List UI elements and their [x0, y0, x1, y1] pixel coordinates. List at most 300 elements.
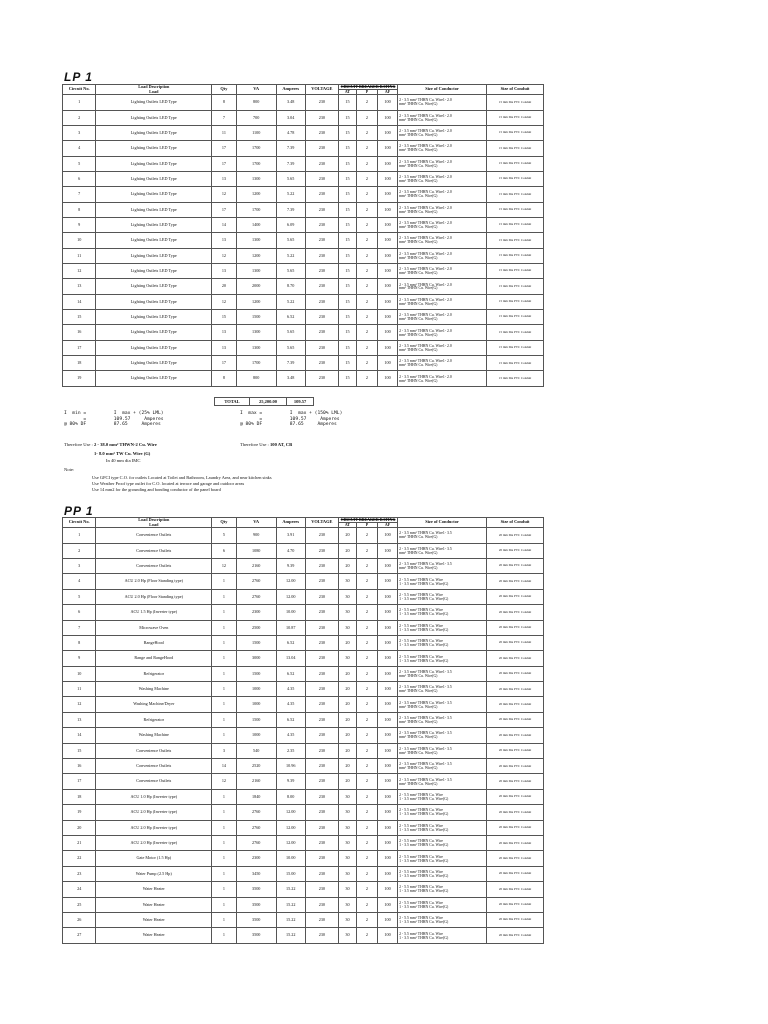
col-amperes: Amperes [276, 85, 305, 95]
conduit-cell: 20 mm Dia PVC Conduit [487, 651, 544, 666]
cb-poles: 2 [356, 141, 377, 156]
circuit-no: 3 [63, 125, 96, 140]
circuit-no: 26 [63, 912, 96, 927]
cb-at: 20 [339, 635, 357, 650]
va: 2160 [236, 774, 276, 789]
conductor-cell [398, 774, 487, 789]
col-conduit: Size of Conduit [487, 518, 544, 528]
cb-af: 100 [378, 620, 398, 635]
col-voltage: VOLTAGE [305, 518, 338, 528]
circuit-no: 5 [63, 156, 96, 171]
cb-at: 30 [339, 866, 357, 881]
table-row [63, 743, 544, 758]
cb-at: 30 [339, 897, 357, 912]
cb-at: 15 [339, 95, 357, 110]
cb-af: 100 [378, 310, 398, 325]
conduit-cell: 15 mm Dia PVC Conduit [487, 187, 544, 202]
circuit-no: 18 [63, 356, 96, 371]
load-description: Washing Machine [96, 728, 212, 743]
col-p: P [356, 90, 377, 95]
circuit-no: 3 [63, 558, 96, 573]
circuit-no: 14 [63, 728, 96, 743]
table-row [63, 912, 544, 927]
cb-af: 100 [378, 95, 398, 110]
conductor-line: 2 - 3.5 mm² THHN Cu. Wire1- 3.5 [399, 669, 452, 674]
voltage: 230 [305, 605, 338, 620]
table-row [63, 728, 544, 743]
cb-at: 15 [339, 233, 357, 248]
load-description: Lighting Outlets LED Type [96, 202, 212, 217]
conductor-line: mm² THHN Cu. Wire(G) [399, 363, 438, 368]
amperes: 12.00 [276, 805, 305, 820]
circuit-no: 19 [63, 371, 96, 386]
cb-poles: 2 [356, 202, 377, 217]
cb-poles: 2 [356, 789, 377, 804]
cb-af: 100 [378, 294, 398, 309]
conduit-cell: 20 mm Dia PVC Conduit [487, 897, 544, 912]
conductor-line: 2 - 5.5 mm² THHN Cu. Wire [399, 793, 443, 798]
voltage: 230 [305, 620, 338, 635]
qty: 1 [212, 928, 236, 943]
cb-af: 100 [378, 543, 398, 558]
conductor-line: 2 - 3.5 mm² THHN Cu. Wire1- 3.5 [399, 762, 452, 767]
amperes: 5.65 [276, 233, 305, 248]
circuit-no: 6 [63, 171, 96, 186]
load-description: Lighting Outlets LED Type [96, 263, 212, 278]
cb-at: 15 [339, 171, 357, 186]
cb-poles: 2 [356, 743, 377, 758]
amperes: 9.39 [276, 558, 305, 573]
va: 3000 [236, 651, 276, 666]
qty: 17 [212, 156, 236, 171]
voltage: 230 [305, 171, 338, 186]
cb-af: 100 [378, 851, 398, 866]
note-line-2: Use Weather Proof type outlet for C.O. located at terrace and garage and outdoor areas [92, 481, 245, 486]
conductor-cell [398, 666, 487, 681]
conductor-line: 2 - 3.5 mm² THHN Cu. Wire1- 3.5 [399, 731, 452, 736]
cb-poles: 2 [356, 263, 377, 278]
cb-af: 100 [378, 279, 398, 294]
cb-poles: 2 [356, 635, 377, 650]
cb-at: 30 [339, 928, 357, 943]
voltage: 230 [305, 279, 338, 294]
conduit-cell: 20 mm Dia PVC Conduit [487, 574, 544, 589]
qty: 20 [212, 279, 236, 294]
qty: 1 [212, 682, 236, 697]
conduit-cell: 20 mm Dia PVC Conduit [487, 743, 544, 758]
conduit-cell: 15 mm Dia PVC Conduit [487, 356, 544, 371]
qty: 14 [212, 759, 236, 774]
conductor-line: mm² THHN Cu. Wire(G) [399, 378, 438, 383]
conduit-cell: 20 mm Dia PVC Conduit [487, 882, 544, 897]
va: 800 [236, 95, 276, 110]
qty: 17 [212, 356, 236, 371]
circuit-no: 8 [63, 635, 96, 650]
conduit-cell: 20 mm Dia PVC Conduit [487, 605, 544, 620]
conductor-line: 2 - 3.5 mm² THHN Cu. Wire1- 2.0 [399, 175, 452, 180]
conductor-cell [398, 141, 487, 156]
qty: 1 [212, 651, 236, 666]
load-description: Refrigerator [96, 666, 212, 681]
amperes: 3.48 [276, 371, 305, 386]
cb-af: 100 [378, 666, 398, 681]
conductor-line: 1 - 3.5 mm² THHN Cu. Wire(G) [399, 827, 449, 832]
va: 3500 [236, 897, 276, 912]
cb-af: 100 [378, 712, 398, 727]
conductor-line: 2 - 5.5 mm² THHN Cu. Wire [399, 869, 443, 874]
cb-af: 100 [378, 759, 398, 774]
cb-af: 100 [378, 110, 398, 125]
qty: 1 [212, 574, 236, 589]
conductor-line: 2 - 3.5 mm² THHN Cu. Wire1- 2.0 [399, 190, 452, 195]
cb-at: 15 [339, 187, 357, 202]
cb-af: 100 [378, 340, 398, 355]
conduit-cell: 20 mm Dia PVC Conduit [487, 928, 544, 943]
conduit-cell: 15 mm Dia PVC Conduit [487, 371, 544, 386]
cb-at: 15 [339, 279, 357, 294]
conduit-cell: 20 mm Dia PVC Conduit [487, 866, 544, 881]
circuit-no: 10 [63, 233, 96, 248]
amperes: 5.65 [276, 263, 305, 278]
amperes: 5.22 [276, 248, 305, 263]
cb-poles: 2 [356, 620, 377, 635]
lp1-total-row [214, 397, 314, 406]
conductor-cell [398, 605, 487, 620]
cb-poles: 2 [356, 558, 377, 573]
lp1-title: LP 1 [64, 70, 93, 84]
col-qty: Qty [212, 85, 236, 95]
cb-poles: 2 [356, 651, 377, 666]
voltage: 230 [305, 110, 338, 125]
cb-at: 30 [339, 574, 357, 589]
amperes: 5.65 [276, 325, 305, 340]
qty: 12 [212, 774, 236, 789]
circuit-no: 1 [63, 528, 96, 543]
cb-at: 15 [339, 310, 357, 325]
therefore-use-cb: Therefore Use : 100 AT, CB [240, 442, 293, 447]
conduit-cell: 15 mm Dia PVC Conduit [487, 248, 544, 263]
load-description: ACU 2.0 Hp (Floor Standing type) [96, 589, 212, 604]
voltage: 230 [305, 789, 338, 804]
table-row [63, 279, 544, 294]
circuit-no: 24 [63, 882, 96, 897]
voltage: 230 [305, 682, 338, 697]
conductor-cell [398, 156, 487, 171]
table-row [63, 528, 544, 543]
conductor-line: mm² THHN Cu. Wire(G) [399, 735, 438, 740]
qty: 17 [212, 202, 236, 217]
conductor-line: 2 - 3.5 mm² THHN Cu. Wire1- 3.5 [399, 746, 452, 751]
voltage: 230 [305, 728, 338, 743]
cb-at: 15 [339, 110, 357, 125]
amperes: 6.52 [276, 666, 305, 681]
load-description: Range and RangeHood [96, 651, 212, 666]
voltage: 230 [305, 248, 338, 263]
cb-af: 100 [378, 125, 398, 140]
circuit-no: 1 [63, 95, 96, 110]
conductor-line: 1 - 3.5 mm² THHN Cu. Wire(G) [399, 873, 449, 878]
cb-at: 30 [339, 836, 357, 851]
amperes: 3.04 [276, 110, 305, 125]
note-line-1: Use GFCI type C.O. for outlets Located at Toilet and Bathroom, Laundry Area, and near kitchen sinks [92, 475, 272, 480]
cb-poles: 2 [356, 156, 377, 171]
circuit-no: 5 [63, 589, 96, 604]
min-current-calc: I min = I max + (25% LML) = 109.57 Amperes @ 80% DF 87.65 Amperes [64, 411, 164, 428]
circuit-no: 4 [63, 574, 96, 589]
conductor-cell [398, 928, 487, 943]
conductor-line: 2 - 3.5 mm² THHN Cu. Wire1- 3.5 [399, 716, 452, 721]
conductor-cell [398, 712, 487, 727]
conductor-line: 2 - 3.5 mm² THHN Cu. Wire1- 2.0 [399, 144, 452, 149]
circuit-no: 12 [63, 697, 96, 712]
conductor-cell [398, 851, 487, 866]
qty: 1 [212, 620, 236, 635]
amperes: 6.52 [276, 712, 305, 727]
table-row [63, 543, 544, 558]
conductor-cell [398, 528, 487, 543]
cb-at: 15 [339, 294, 357, 309]
conductor-line: 1 - 3.5 mm² THHN Cu. Wire(G) [399, 843, 449, 848]
load-description: Lighting Outlets LED Type [96, 233, 212, 248]
qty: 3 [212, 743, 236, 758]
va: 1200 [236, 294, 276, 309]
amperes: 15.22 [276, 882, 305, 897]
max-current-calc: I max = I max + (150% LML) = 109.57 Amperes @ 80% DF 87.65 Amperes [240, 411, 343, 428]
cb-af: 100 [378, 371, 398, 386]
qty: 1 [212, 666, 236, 681]
conductor-cell [398, 558, 487, 573]
amperes: 10.00 [276, 851, 305, 866]
qty: 1 [212, 851, 236, 866]
circuit-no: 13 [63, 712, 96, 727]
pp1-schedule-table [62, 517, 544, 944]
table-row [63, 202, 544, 217]
circuit-no: 9 [63, 651, 96, 666]
total-label: TOTAL [215, 398, 250, 406]
load-description-label: Load Description [138, 517, 170, 523]
cb-af: 100 [378, 805, 398, 820]
amperes: 4.70 [276, 543, 305, 558]
conductor-line: mm² THHN Cu. Wire(G) [399, 332, 438, 337]
table-row [63, 356, 544, 371]
conductor-cell [398, 95, 487, 110]
conduit-cell: 20 mm Dia PVC Conduit [487, 728, 544, 743]
voltage: 230 [305, 528, 338, 543]
cb-poles: 2 [356, 248, 377, 263]
conductor-line: 1 - 3.5 mm² THHN Cu. Wire(G) [399, 596, 449, 601]
qty: 13 [212, 325, 236, 340]
qty: 1 [212, 820, 236, 835]
cb-at: 20 [339, 712, 357, 727]
conductor-cell [398, 805, 487, 820]
qty: 1 [212, 712, 236, 727]
amperes: 7.39 [276, 156, 305, 171]
amperes: 5.22 [276, 187, 305, 202]
cb-at: 15 [339, 202, 357, 217]
load-description: Microwave Oven [96, 620, 212, 635]
qty: 8 [212, 95, 236, 110]
qty: 13 [212, 263, 236, 278]
conductor-line: 2 - 5.5 mm² THHN Cu. Wire [399, 577, 443, 582]
amperes: 12.00 [276, 836, 305, 851]
cb-at: 20 [339, 528, 357, 543]
cb-poles: 2 [356, 897, 377, 912]
cb-poles: 2 [356, 310, 377, 325]
cb-af: 100 [378, 263, 398, 278]
cb-af: 100 [378, 171, 398, 186]
voltage: 230 [305, 697, 338, 712]
qty: 6 [212, 543, 236, 558]
conductor-line: 2 - 3.5 mm² THHN Cu. Wire1- 2.0 [399, 267, 452, 272]
conductor-line: mm² THHN Cu. Wire(G) [399, 550, 438, 555]
conductor-cell [398, 728, 487, 743]
cb-poles: 2 [356, 697, 377, 712]
col-voltage: VOLTAGE [305, 85, 338, 95]
cb-af: 100 [378, 697, 398, 712]
col-conductor: Size of Conductor [398, 518, 487, 528]
conductor-cell [398, 187, 487, 202]
cb-poles: 2 [356, 125, 377, 140]
va: 1200 [236, 187, 276, 202]
cb-af: 100 [378, 743, 398, 758]
conduit-cell: 20 mm Dia PVC Conduit [487, 789, 544, 804]
load-description: Lighting Outlets LED Type [96, 141, 212, 156]
conductor-line: mm² THHN Cu. Wire(G) [399, 179, 438, 184]
conductor-line: mm² THHN Cu. Wire(G) [399, 102, 438, 107]
therefore-use-wire: Therefore Use : 2 - 38.0 mm² THWN-2 Cu. Wire [64, 442, 157, 447]
conductor-line: mm² THHN Cu. Wire(G) [399, 301, 438, 306]
conductor-line: 2 - 3.5 mm² THHN Cu. Wire1- 3.5 [399, 700, 452, 705]
conduit-cell: 15 mm Dia PVC Conduit [487, 141, 544, 156]
va: 3450 [236, 866, 276, 881]
conductor-line: mm² THHN Cu. Wire(G) [399, 317, 438, 322]
cb-at: 30 [339, 912, 357, 927]
col-circuit: Circuit No. [63, 518, 96, 528]
conductor-line: mm² THHN Cu. Wire(G) [399, 347, 438, 352]
note-line-3: Use 14 mm2 for the grounding and bonding conductor of the panel board [92, 487, 221, 492]
cb-poles: 2 [356, 356, 377, 371]
conductor-line: mm² THHN Cu. Wire(G) [399, 163, 438, 168]
conductor-line: mm² THHN Cu. Wire(G) [399, 720, 438, 725]
conductor-line: 2 - 3.5 mm² THHN Cu. Wire1- 2.0 [399, 159, 452, 164]
amperes: 9.39 [276, 774, 305, 789]
conductor-line: mm² THHN Cu. Wire(G) [399, 133, 438, 138]
conductor-cell [398, 651, 487, 666]
circuit-no: 11 [63, 248, 96, 263]
voltage: 230 [305, 666, 338, 681]
conductor-cell [398, 171, 487, 186]
table-row [63, 635, 544, 650]
qty: 17 [212, 141, 236, 156]
conductor-line: 2 - 5.5 mm² THHN Cu. Wire [399, 639, 443, 644]
qty: 1 [212, 912, 236, 927]
cb-poles: 2 [356, 279, 377, 294]
circuit-no: 23 [63, 866, 96, 881]
col-va: VA [236, 85, 276, 95]
load-description-label: Load Description [138, 84, 170, 90]
table-row [63, 263, 544, 278]
circuit-no: 22 [63, 851, 96, 866]
amperes: 6.52 [276, 635, 305, 650]
conductor-cell [398, 882, 487, 897]
cb-poles: 2 [356, 759, 377, 774]
load-description: ACU 2.0 Hp (Inverter type) [96, 805, 212, 820]
va: 1700 [236, 156, 276, 171]
voltage: 230 [305, 759, 338, 774]
table-row [63, 125, 544, 140]
va: 1300 [236, 171, 276, 186]
cb-poles: 2 [356, 528, 377, 543]
conductor-cell [398, 543, 487, 558]
cb-at: 15 [339, 141, 357, 156]
va: 3500 [236, 928, 276, 943]
va: 1300 [236, 233, 276, 248]
conduit-cell: 15 mm Dia PVC Conduit [487, 310, 544, 325]
cb-poles: 2 [356, 543, 377, 558]
col-amperes: Amperes [276, 518, 305, 528]
va: 1400 [236, 217, 276, 232]
conductor-line: mm² THHN Cu. Wire(G) [399, 766, 438, 771]
cb-poles: 2 [356, 928, 377, 943]
va: 2760 [236, 574, 276, 589]
va: 1700 [236, 202, 276, 217]
circuit-no: 25 [63, 897, 96, 912]
cb-at: 15 [339, 263, 357, 278]
circuit-no: 16 [63, 325, 96, 340]
cb-at: 15 [339, 217, 357, 232]
qty: 1 [212, 882, 236, 897]
cb-at: 20 [339, 558, 357, 573]
voltage: 230 [305, 371, 338, 386]
conduit-cell: 15 mm Dia PVC Conduit [487, 294, 544, 309]
qty: 1 [212, 866, 236, 881]
conductor-line: 2 - 3.5 mm² THHN Cu. Wire1- 2.0 [399, 205, 452, 210]
col-qty: Qty [212, 518, 236, 528]
amperes: 5.65 [276, 340, 305, 355]
conductor-line: 1 - 3.5 mm² THHN Cu. Wire(G) [399, 920, 449, 925]
circuit-no: 10 [63, 666, 96, 681]
conductor-line: 1 - 3.5 mm² THHN Cu. Wire(G) [399, 581, 449, 586]
va: 540 [236, 743, 276, 758]
conductor-cell [398, 371, 487, 386]
circuit-no: 11 [63, 682, 96, 697]
amperes: 15.22 [276, 928, 305, 943]
conductor-cell [398, 820, 487, 835]
amperes: 7.39 [276, 202, 305, 217]
cb-poles: 2 [356, 110, 377, 125]
conduit-cell: 20 mm Dia PVC Conduit [487, 635, 544, 650]
cb-at: 15 [339, 156, 357, 171]
conduit-cell: 15 mm Dia PVC Conduit [487, 279, 544, 294]
conductor-line: 1 - 3.5 mm² THHN Cu. Wire(G) [399, 643, 449, 648]
cb-at: 30 [339, 605, 357, 620]
voltage: 230 [305, 263, 338, 278]
conduit-cell: 20 mm Dia PVC Conduit [487, 912, 544, 927]
load-description: Convenience Outlets [96, 759, 212, 774]
amperes: 4.78 [276, 125, 305, 140]
conductor-line: 2 - 5.5 mm² THHN Cu. Wire [399, 808, 443, 813]
conduit-cell: 20 mm Dia PVC Conduit [487, 759, 544, 774]
circuit-no: 16 [63, 759, 96, 774]
cb-af: 100 [378, 528, 398, 543]
amperes: 6.52 [276, 310, 305, 325]
voltage: 230 [305, 95, 338, 110]
va: 2300 [236, 605, 276, 620]
voltage: 230 [305, 325, 338, 340]
load-description: Lighting Outlets LED Type [96, 125, 212, 140]
col-at: AT [339, 90, 357, 95]
load-description: Lighting Outlets LED Type [96, 248, 212, 263]
